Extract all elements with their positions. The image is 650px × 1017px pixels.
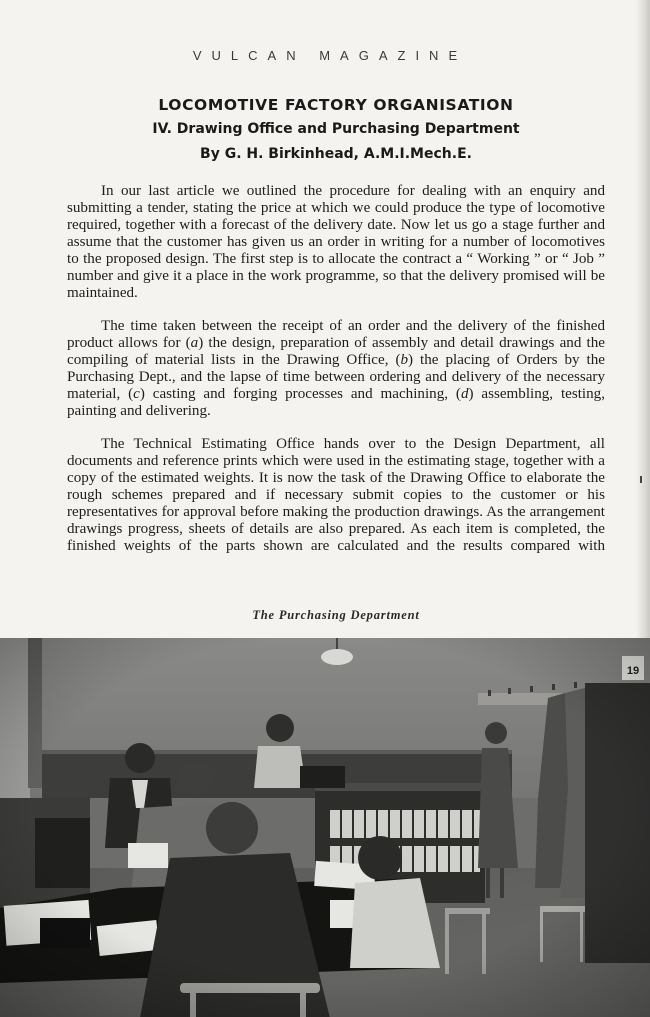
office-photograph xyxy=(0,638,650,1017)
article-title: LOCOMOTIVE FACTORY ORGANISATION xyxy=(158,96,514,114)
article-body xyxy=(67,183,605,571)
article-byline: By G. H. Birkinhead, A.M.I.Mech.E. xyxy=(200,146,472,162)
paragraph: The time taken between the receipt of an order and the delivery of the finished product allows for (a) the design, preparation of assembly and detail drawings and the compiling of material lists in the Drawing Office, (b) the placing of Orders by the Purchasing Dept., and the lapse of time between ordering and delivery of the necessary material, (c) casting and forging processes and machining, (d) assembling, testing, painting and delivering. xyxy=(67,318,605,419)
article-subtitle: IV. Drawing Office and Purchasing Department xyxy=(152,121,520,137)
paragraph: The Technical Estimating Office hands over to the Design Department, all documents and reference prints which were used in the estimating stage, together with a copy of the estimated weights. It is now the task of the Drawing Office to elaborate the rough schemes prepared and if necessary submit copies to the customer or his representatives for approval before making the production drawings. As the arrangement drawings progress, sheets of details are also prepared. As each item is completed, the finished weights of the parts shown are calculated and the results compared with xyxy=(67,436,605,554)
margin-mark xyxy=(640,476,642,483)
figure-caption: The Purchasing Department xyxy=(252,608,420,622)
running-head: VULCAN MAGAZINE xyxy=(192,48,468,63)
paragraph: In our last article we outlined the procedure for dealing with an enquiry and submitting a tender, stating the price at which we could produce the type of locomotive required, together with a forecast of the delivery date. Now let us go a stage further and assume that the customer has given us an order in writing for a number of locomotives to the proposed design. The first step is to allocate the contract a “ Working ” or “ Job ” number and give it a place in the work programme, so that the delivery promised will be maintained. xyxy=(67,183,605,301)
